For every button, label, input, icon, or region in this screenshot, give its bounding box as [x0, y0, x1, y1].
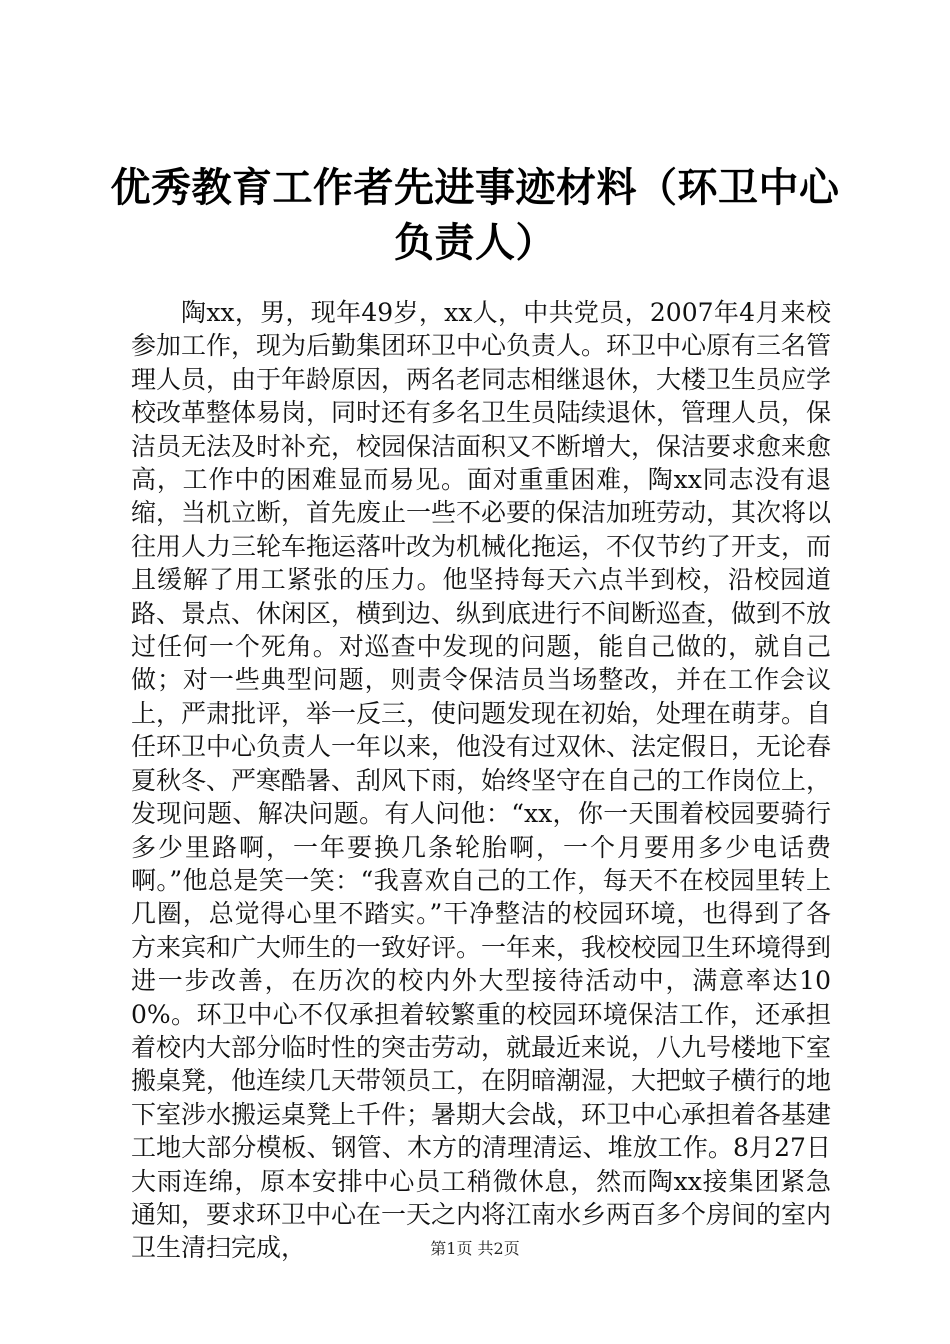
document-title: 优秀教育工作者先进事迹材料（环卫中心负责人）	[110, 164, 840, 266]
page-number-footer: 第1页 共2页	[430, 1239, 520, 1258]
document-body-paragraph: 陶xx，男，现年49岁，xx人，中共党员，2007年4月来校参加工作，现为后勤集团环卫中心负责人。环卫中心原有三名管理人员，由于年龄原因，两名老同志相继退休，大楼卫生员应学校改革整体易岗，同时还有多名卫生员陆续退休，管理人员，保洁员无法及时补充，校园保洁面积又不断增大，保洁要求愈来愈高，工作中的困难显而易见。面对重重困难，陶xx同志没有退缩，当机立断，首先废止一些不必要的保洁加班劳动，其次将以往用人力三轮车拖运落叶改为机械化拖运，不仅节约了开支，而且缓解了用工紧张的压力。他坚持每天六点半到校，沿校园道路、景点、休闲区，横到边、纵到底进行不间断巡查，做到不放过任何一个死角。对巡查中发现的问题，能自己做的，就自己做；对一些典型问题，则责令保洁员当场整改，并在工作会议上，严肃批评，举一反三，使问题发现在初始，处理在萌芽。自任环卫中心负责人一年以来，他没有过双休、法定假日，无论春夏秋冬、严寒酷暑、刮风下雨，始终坚守在自己的工作岗位上，发现问题、解决问题。有人问他：“xx，你一天围着校园要骑行多少里路啊，一年要换几条轮胎啊，一个月要用多少电话费啊。”他总是笑一笑：“我喜欢自己的工作，每天不在校园里转上几圈，总觉得心里不踏实。”干净整洁的校园环境，也得到了各方来宾和广大师生的一致好评。一年来，我校校园卫生环境得到进一步改善，在历次的校内外大型接待活动中，满意率达100%。环卫中心不仅承担着较繁重的校园环境保洁工作，还承担着校内大部分临时性的突击劳动，就最近来说，八九号楼地下室搬桌凳，他连续几天带领员工，在阴暗潮湿，大把蚊子横行的地下室涉水搬运桌凳上千件；暑期大会战，环卫中心承担着各基建工地大部分模板、钢管、木方的清理清运、堆放工作。8月27日大雨连绵，原本安排中心员工稍微休息，然而陶xx接集团紧急通知，要求环卫中心在一天之内将江南水乡两百多个房间的室内卫生清扫完成，	[131, 298, 832, 1263]
